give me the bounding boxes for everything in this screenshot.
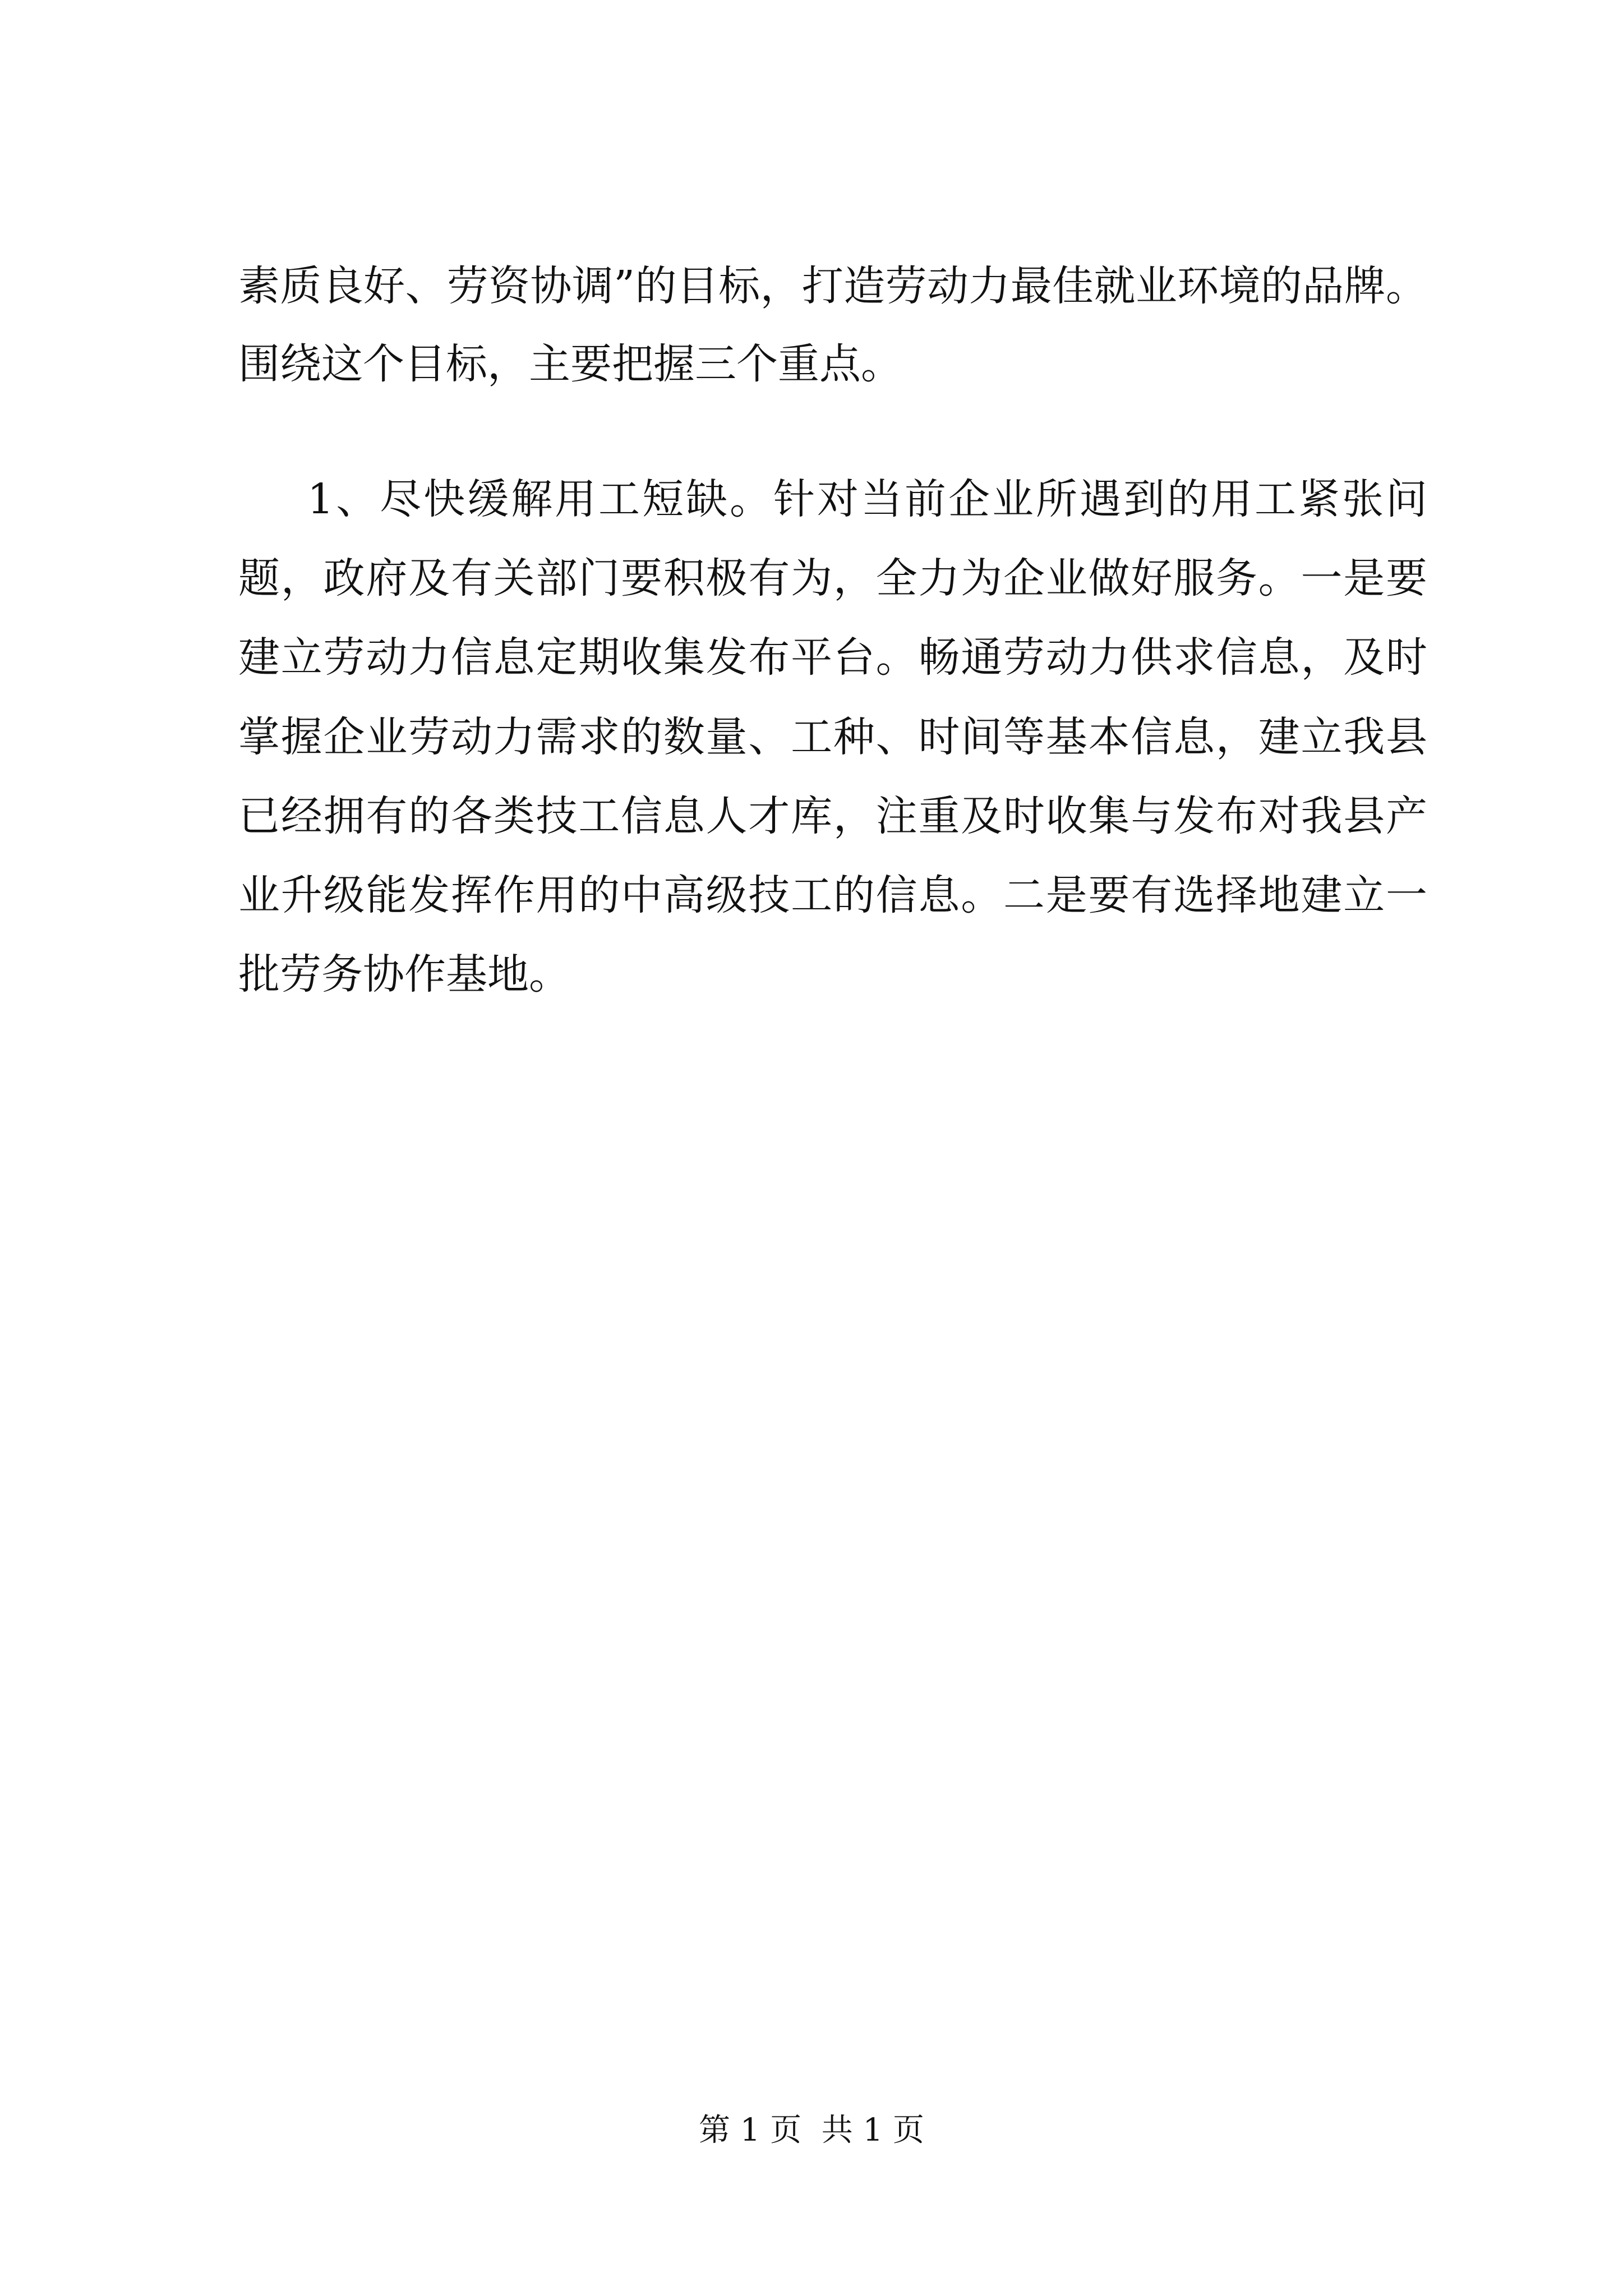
paragraph-line-2: 围绕这个目标，主要把握三个重点。 (238, 340, 902, 388)
paragraph-line-4: 题，政府及有关部门要积极有为，全力为企业做好服务。一是要 (238, 554, 1427, 602)
paragraph-line-7: 已经拥有的各类技工信息人才库，注重及时收集与发布对我县产 (238, 792, 1427, 840)
paragraph-line-8: 业升级能发挥作用的中高级技工的信息。二是要有选择地建立一 (238, 871, 1427, 919)
paragraph-line-9: 批劳务协作基地。 (238, 950, 570, 999)
paragraph-line-1: 素质良好、劳资协调”的目标，打造劳动力最佳就业环境的品牌。 (238, 262, 1427, 310)
page-footer: 第 1 页 共 1 页 (698, 2112, 925, 2148)
paragraph-line-3: 1、尽快缓解用工短缺。针对当前企业所遇到的用工紧张问 (307, 475, 1427, 523)
paragraph-line-5: 建立劳动力信息定期收集发布平台。畅通劳动力供求信息，及时 (238, 633, 1427, 682)
paragraph-line-6: 掌握企业劳动力需求的数量、工种、时间等基本信息，建立我县 (238, 713, 1427, 761)
